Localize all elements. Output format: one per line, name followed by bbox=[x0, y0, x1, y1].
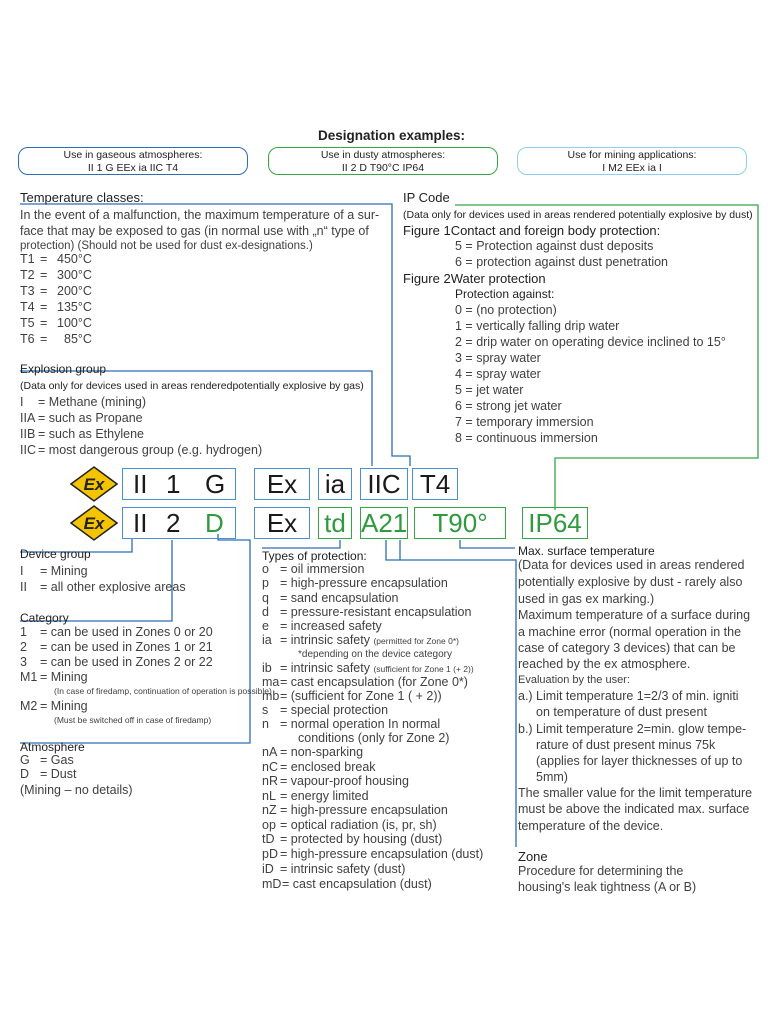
ip-fig2-item: 4 = spray water bbox=[455, 367, 541, 381]
atmosphere-note: (Mining – no details) bbox=[20, 783, 133, 797]
protection-text: = high-pressure encapsulation (dust) bbox=[280, 847, 484, 861]
explosion-code: IIB bbox=[20, 427, 36, 441]
row1-t4: T4 bbox=[412, 468, 458, 500]
mining-use-example: I M2 EEx ia I bbox=[602, 162, 662, 174]
equals-sign: = bbox=[40, 300, 48, 314]
protection-text: = protected by housing (dust) bbox=[280, 832, 443, 846]
protection-code: e bbox=[262, 619, 269, 633]
category-note: (Must be switched off in case of firedamp) bbox=[54, 715, 212, 725]
protection-text: = oil immersion bbox=[280, 562, 365, 576]
temp-class-value: 450°C bbox=[57, 252, 92, 266]
protection-text-value: = intrinsic safety bbox=[280, 633, 370, 647]
gas-use-example: II 1 G EEx ia IIC T4 bbox=[87, 162, 179, 174]
row1-iic: IIC bbox=[360, 468, 408, 500]
protection-code: mD bbox=[262, 877, 282, 891]
row2-t90: T90° bbox=[414, 507, 506, 539]
explosion-text: = such as Ethylene bbox=[38, 427, 144, 441]
row1-II: II bbox=[133, 469, 148, 499]
category-note: (In case of firedamp, continuation of operation is possible) bbox=[54, 686, 272, 696]
protection-code: op bbox=[262, 818, 276, 832]
protection-code: nZ bbox=[262, 803, 277, 817]
page-title: Designation examples: bbox=[318, 128, 466, 143]
zone-line: Procedure for determining the bbox=[518, 864, 684, 878]
row2-a21: A21 bbox=[361, 508, 408, 538]
protection-text: = intrinsic safety (dust) bbox=[280, 862, 406, 876]
row1-ia: ia bbox=[318, 468, 352, 500]
max-surface-eval-line: a.) Limit temperature 1=2/3 of min. igniti bbox=[518, 689, 739, 703]
atmosphere-code: D bbox=[20, 767, 30, 781]
row2-code-box bbox=[122, 507, 236, 539]
protection-text: = cast encapsulation (for Zone 0*) bbox=[280, 675, 468, 689]
ip-fig2-item: 0 = (no protection) bbox=[455, 303, 557, 317]
max-surface-smaller: must be above the indicated max. surface bbox=[518, 802, 750, 816]
protection-code: ma bbox=[262, 675, 280, 689]
explosion-text-value: most dangerous group (e.g. hydrogen) bbox=[48, 443, 263, 457]
ip-protection-against: Protection against: bbox=[455, 287, 555, 301]
explosion-text: = Methane (mining) bbox=[38, 395, 147, 409]
protection-small-note: (permitted for Zone 0*) bbox=[373, 636, 459, 646]
protection-code: o bbox=[262, 562, 269, 576]
protection-code: tD bbox=[262, 832, 275, 846]
protection-text: = energy limited bbox=[280, 789, 369, 803]
equals-sign: = bbox=[40, 284, 48, 298]
atmosphere-text: = Dust bbox=[40, 767, 77, 781]
protection-text: conditions (only for Zone 2) bbox=[298, 731, 450, 745]
max-surface-smaller: temperature of the device. bbox=[518, 819, 664, 833]
ex-logo-icon bbox=[70, 466, 118, 502]
protection-text-value: = intrinsic safety bbox=[280, 661, 370, 675]
row1-ex: Ex bbox=[254, 468, 310, 500]
temp-class-value: 200°C bbox=[57, 284, 92, 298]
atmosphere-text: = Gas bbox=[40, 753, 74, 767]
gas-use-label: Use in gaseous atmospheres: bbox=[63, 149, 203, 161]
dust-use-example: II 2 D T90°C IP64 bbox=[341, 162, 425, 174]
max-surface-line: case of category 3 devices) that can be bbox=[518, 641, 736, 655]
row2-cat: 2 bbox=[166, 508, 181, 538]
equals-sign: = bbox=[40, 332, 48, 346]
category-code: M1 bbox=[20, 670, 38, 684]
row2-ex: Ex bbox=[254, 507, 310, 539]
category-text: = Mining bbox=[40, 699, 88, 713]
atmosphere-code: G bbox=[20, 753, 30, 767]
protection-code: pD bbox=[262, 847, 278, 861]
atmosphere-heading: Atmosphere bbox=[20, 740, 85, 754]
row2-td: td bbox=[318, 507, 352, 539]
row1-atm: G bbox=[205, 469, 226, 499]
max-surface-line: a machine error (normal operation in the bbox=[518, 625, 742, 639]
max-surface-eval-line: b.) Limit temperature 2=min. glow tempe- bbox=[518, 722, 747, 736]
ip-fig2-item: 7 = temporary immersion bbox=[455, 415, 594, 429]
explosion-code: I bbox=[20, 395, 24, 409]
protection-text: = high-pressure encapsulation bbox=[280, 803, 448, 817]
protection-code: d bbox=[262, 605, 269, 619]
max-surface-line: (Data for devices used in areas rendered bbox=[518, 558, 745, 572]
category-text: = can be used in Zones 2 or 22 bbox=[40, 655, 213, 669]
protection-code: nR bbox=[262, 774, 278, 788]
protection-text: = high-pressure encapsulation bbox=[280, 576, 448, 590]
max-surface-smaller: The smaller value for the limit temperature bbox=[518, 786, 753, 800]
protection-text: = cast encapsulation (dust) bbox=[282, 877, 432, 891]
max-surface-line: Maximum temperature of a surface during bbox=[518, 608, 751, 622]
temp-class-code: T3 bbox=[20, 284, 35, 298]
ip-fig2-item: 3 = spray water bbox=[455, 351, 541, 365]
ex-logo-icon bbox=[70, 505, 118, 541]
max-surface-eval-line: (applies for layer thicknesses of up to bbox=[536, 754, 743, 768]
category-code: 1 bbox=[20, 625, 27, 639]
equals-sign: = bbox=[40, 316, 48, 330]
zone-line: housing's leak tightness (A or B) bbox=[518, 880, 697, 894]
protection-text: = optical radiation (is, pr, sh) bbox=[280, 818, 437, 832]
category-heading: Category bbox=[20, 611, 69, 625]
protection-code: n bbox=[262, 717, 269, 731]
temp-class-value: 300°C bbox=[57, 268, 92, 282]
protection-code: ib bbox=[262, 661, 272, 675]
protection-small-note: (sufficient for Zone 1 (+ 2)) bbox=[373, 664, 474, 674]
protection-code: iD bbox=[262, 862, 274, 876]
temperature-text-1: In the event of a malfunction, the maximum temperature of a sur- bbox=[20, 208, 380, 222]
equals-sign: = bbox=[40, 268, 48, 282]
ip-fig2-item: 6 = strong jet water bbox=[455, 399, 562, 413]
temp-class-code: T5 bbox=[20, 316, 35, 330]
protection-code: ia bbox=[262, 633, 272, 647]
max-surface-eval-line: on temperature of dust present bbox=[536, 705, 707, 719]
category-text: = can be used in Zones 1 or 21 bbox=[40, 640, 213, 654]
max-surface-line: reached by the ex atmosphere. bbox=[518, 657, 691, 671]
protection-text: = normal operation In normal bbox=[280, 717, 441, 731]
ip-fig2-item: 2 = drip water on operating device inclined to 15° bbox=[455, 335, 726, 349]
protection-text: = enclosed break bbox=[280, 760, 376, 774]
max-surface-connector bbox=[460, 540, 515, 548]
protection-code: p bbox=[262, 576, 269, 590]
temperature-text-3: protection) (Should not be used for dust ex-designations.) bbox=[20, 240, 313, 252]
ip-fig2-item: 1 = vertically falling drip water bbox=[455, 319, 620, 333]
protection-text: = vapour-proof housing bbox=[280, 774, 409, 788]
dust-use-label: Use in dusty atmospheres: bbox=[320, 149, 446, 161]
explosion-note: (Data only for devices used in areas renderedpotentially explosive by gas) bbox=[20, 380, 364, 392]
device-group-code: II bbox=[20, 580, 27, 594]
ip-heading: IP Code bbox=[403, 190, 450, 205]
protection-connector bbox=[262, 540, 340, 548]
protection-heading: Types of protection: bbox=[262, 549, 367, 563]
protection-text: = increased safety bbox=[280, 619, 382, 633]
row1-code-box bbox=[122, 468, 236, 500]
temperature-heading: Temperature classes: bbox=[20, 190, 144, 205]
mining-use-label: Use for mining applications: bbox=[567, 149, 697, 161]
protection-code: q bbox=[262, 591, 269, 605]
category-text: = can be used in Zones 0 or 20 bbox=[40, 625, 213, 639]
row2-II: II bbox=[133, 508, 148, 538]
ip-fig2-item: 5 = jet water bbox=[455, 383, 524, 397]
ip-fig1: Figure 1Contact and foreign body protection: bbox=[403, 223, 661, 238]
max-surface-line: used in gas ex marking.) bbox=[518, 592, 655, 606]
row2-atm: D bbox=[205, 508, 224, 538]
row1-cat: 1 bbox=[166, 469, 181, 499]
temp-class-code: T6 bbox=[20, 332, 35, 346]
explosion-text: = most dangerous group (e.g. hydrogen) bbox=[38, 443, 263, 457]
protection-code: nC bbox=[262, 760, 278, 774]
protection-text: = (sufficient for Zone 1 ( + 2)) bbox=[280, 689, 442, 703]
ip-note: (Data only for devices used in areas rendered potentially explosive by dust) bbox=[403, 209, 753, 221]
protection-note: *depending on the device category bbox=[298, 649, 453, 660]
device-group-text: = Mining bbox=[40, 564, 88, 578]
explosion-text-value: such as Ethylene bbox=[48, 427, 144, 441]
protection-text: = sand encapsulation bbox=[280, 591, 399, 605]
explosion-text: = such as Propane bbox=[38, 411, 143, 425]
category-code: M2 bbox=[20, 699, 38, 713]
temp-class-code: T1 bbox=[20, 252, 35, 266]
category-code: 3 bbox=[20, 655, 27, 669]
protection-code: nL bbox=[262, 789, 276, 803]
max-surface-eval-line: 5mm) bbox=[536, 770, 568, 784]
zone-heading: Zone bbox=[518, 849, 548, 864]
protection-text: = special protection bbox=[280, 703, 389, 717]
device-group-text: = all other explosive areas bbox=[40, 580, 186, 594]
protection-code: nA bbox=[262, 745, 278, 759]
temp-class-value: 100°C bbox=[57, 316, 92, 330]
protection-code: s bbox=[262, 703, 269, 717]
temp-class-code: T4 bbox=[20, 300, 35, 314]
protection-text: = pressure-resistant encapsulation bbox=[280, 605, 472, 619]
temp-class-code: T2 bbox=[20, 268, 35, 282]
equals-sign: = bbox=[40, 252, 48, 266]
explosion-code: IIA bbox=[20, 411, 36, 425]
ip-fig1-item: 5 = Protection against dust deposits bbox=[455, 239, 654, 253]
temp-class-value: 135°C bbox=[57, 300, 92, 314]
explosion-text-value: such as Propane bbox=[48, 411, 143, 425]
protection-text: = non-sparking bbox=[280, 745, 364, 759]
max-surface-eval: Evaluation by the user: bbox=[518, 674, 630, 686]
explosion-heading: Explosion group bbox=[20, 362, 107, 376]
temp-class-value: 85°C bbox=[64, 332, 92, 346]
device-group-code: I bbox=[20, 564, 24, 578]
ip-fig2-item: 8 = continuous immersion bbox=[455, 431, 598, 445]
explosion-code: IIC bbox=[20, 443, 36, 457]
ex-logo-text: Ex bbox=[83, 475, 105, 494]
category-text: = Mining bbox=[40, 670, 88, 684]
max-surface-line: potentially explosive by dust - rarely also bbox=[518, 575, 743, 589]
protection-code: mb bbox=[262, 689, 280, 703]
category-code: 2 bbox=[20, 640, 27, 654]
ip-fig2: Figure 2Water protection bbox=[403, 271, 546, 286]
max-surface-heading: Max. surface temperature bbox=[518, 544, 655, 558]
explosion-text-value: Methane (mining) bbox=[48, 395, 147, 409]
max-surface-eval-line: rature of dust present minus 75k bbox=[536, 738, 716, 752]
ip-fig1-item: 6 = protection against dust penetration bbox=[455, 255, 668, 269]
device-group-heading: Device group bbox=[20, 547, 91, 561]
temperature-text-2: face that may be exposed to gas (in normal use with „n“ type of bbox=[20, 224, 369, 238]
row2-ip64: IP64 bbox=[522, 507, 588, 539]
ex-logo-text: Ex bbox=[83, 514, 105, 533]
